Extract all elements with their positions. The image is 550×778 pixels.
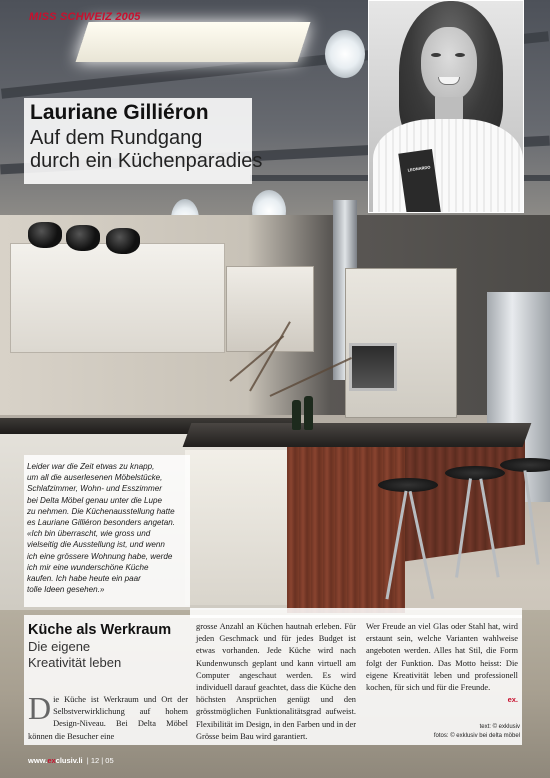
drop-cap: D: [28, 690, 52, 726]
footer-site-mark[interactable]: ex: [47, 756, 56, 765]
column-text: ie Küche ist Werkraum und Ort der Selbstverwirklichung auf hohem Design-Niveau. Bei Delta Möbel können die Besucher eine: [28, 695, 188, 741]
author-signoff: ex.: [507, 695, 518, 705]
upper-cabinet: [10, 243, 225, 353]
footer-site-suffix[interactable]: clusiv.li: [55, 756, 83, 765]
article-subtitle: [30, 127, 262, 173]
portrait-photo: [368, 0, 524, 213]
shelf-unit: [226, 266, 314, 352]
island-front: [185, 450, 288, 605]
article-column-2: grosse Anzahl an Küchen hautnah erleben. Für jeden Geschmack und für jedes Budget ist etwas vorhanden. Jede Küche wird nach Kundenwunsch geplant und kann virtuell am Computer angeschaut werden. Es wird individuell darauf geachtet, dass die Küche den höchsten Ansprüchen genügt und den grösstmöglichen Funktionalitätsgrad aufweist. Flexibilität im Design, in den Farben und in der Grösse beim Bau wird garantiert.: [196, 622, 356, 741]
oven: [349, 343, 397, 391]
bottle: [292, 400, 301, 430]
footer-issue: 12 | 05: [90, 756, 114, 765]
island-countertop: [183, 423, 532, 447]
decor-vase: [106, 228, 140, 254]
ceiling-light: [76, 22, 311, 62]
blouse: [373, 119, 523, 213]
bar-stool: [445, 466, 505, 480]
footer-divider: |: [84, 756, 91, 765]
column-text: Wer Freude an viel Glas oder Stahl hat, wird erstaunt sein, welche Varianten wahlweise angeboten werden. Alles hat Stil, die Form folgt der Funktion. Das Motto heisst: Die eigene Kreativität leben und professionell kochen, für sich und für die Freunde.: [366, 622, 518, 693]
sash-label: LEONARDO: [407, 164, 431, 173]
footer-site-prefix[interactable]: www.: [28, 756, 48, 765]
decor-vase: [28, 222, 62, 248]
article-background: [190, 608, 522, 618]
photo-caption: Leider war die Zeit etwas zu knapp, um all die auserlesenen Möbelstücke, Schlafzimmer, Wohn- und Esszimmer bei Delta Möbel genau unter die Lupe zu nehmen. Die Küchenausstellung hatte es Lauriane Gilliéron besonders angetan. «Ich bin überrascht, wie gross und vielseitig die Ausstellung ist, und wenn ich eine grössere Wohnung habe, werde ich mir eine wunderschöne Küche kaufen. Ich habe heute ein paar tolle Ideen gesehen.»: [27, 462, 176, 595]
face: [421, 27, 477, 101]
section-title: MISS SCHWEIZ 2005: [29, 11, 141, 23]
article-subtitle-text: Auf dem Rundgang durch ein Küchenparadies: [30, 127, 263, 172]
eye: [455, 53, 465, 57]
footer: [28, 756, 114, 765]
signoff-line: [366, 694, 518, 706]
bar-stool: [378, 478, 438, 492]
bottle: [304, 396, 313, 430]
article-column-3: [366, 621, 518, 706]
spotlight: [325, 30, 365, 78]
eye: [431, 53, 441, 57]
decor-vase: [66, 225, 100, 251]
article-column-1: [28, 690, 188, 743]
section-subheading: Die eigene Kreativität leben: [28, 639, 122, 670]
section-heading: Küche als Werkraum: [28, 622, 172, 638]
article-title: Lauriane Gilliéron: [30, 101, 209, 124]
photo-credits: text: © exklusiv fotos: © exklusiv bei delta möbel: [433, 724, 520, 739]
